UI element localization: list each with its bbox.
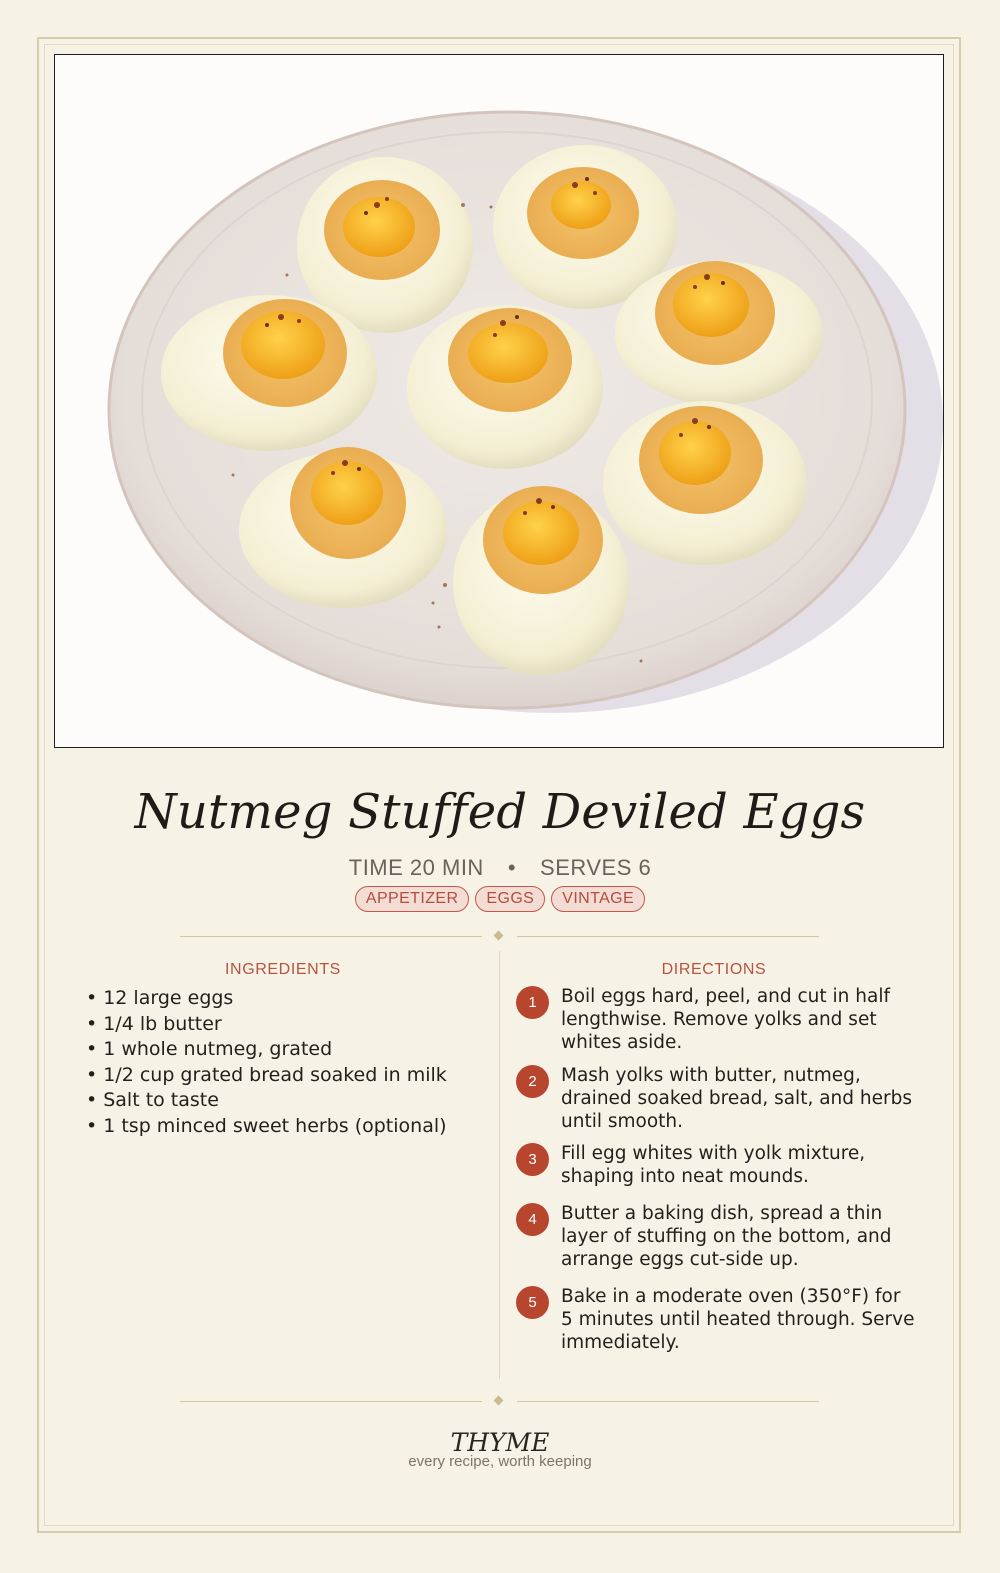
recipe-title: Nutmeg Stuffed Deviled Eggs: [134, 784, 866, 840]
tag-vintage[interactable]: VINTAGE: [551, 886, 645, 912]
step-text: Fill egg whites with yolk mixture, shaping into neat mounds.: [561, 1143, 866, 1187]
brand-tagline: every recipe, worth keeping: [408, 1453, 592, 1470]
ingredients-heading: INGREDIENTS: [225, 961, 341, 978]
step-text: Boil eggs hard, peel, and cut in half lengthwise. Remove yolks and set whites aside.: [561, 986, 890, 1053]
ingredient-item: • Salt to taste: [86, 1088, 486, 1114]
egg-3: [161, 295, 377, 451]
divider-right-bottom: [517, 1401, 819, 1402]
egg-7: [603, 401, 807, 565]
directions-heading: DIRECTIONS: [661, 961, 767, 978]
egg-5: [615, 261, 823, 405]
deviled-eggs-illustration: [55, 55, 943, 747]
recipe-meta: [0, 855, 1000, 881]
step-number-badge: 5: [516, 1286, 549, 1319]
ingredient-item: • 1 tsp minced sweet herbs (optional): [86, 1114, 486, 1140]
ingredient-item: • 1 whole nutmeg, grated: [86, 1037, 486, 1063]
brand-logo: THYME: [450, 1428, 550, 1457]
divider-left-top: [180, 936, 482, 937]
ingredient-item: • 1/4 lb butter: [86, 1012, 486, 1038]
egg-4: [407, 305, 603, 469]
ingredient-item: • 1/2 cup grated bread soaked in milk: [86, 1063, 486, 1089]
meta-separator: •: [507, 855, 517, 880]
tag-eggs[interactable]: EGGS: [475, 886, 545, 912]
ingredients-list: [86, 986, 486, 1139]
step-text: Mash yolks with butter, nutmeg, drained soaked bread, salt, and herbs until smooth.: [561, 1065, 912, 1132]
step-number-badge: 2: [516, 1065, 549, 1098]
step-number-badge: 3: [516, 1143, 549, 1176]
step-text: Butter a baking dish, spread a thin layer of stuffing on the bottom, and arrange eggs cut-side up.: [561, 1203, 892, 1270]
ingredient-item: • 12 large eggs: [86, 986, 486, 1012]
servings: SERVES 6: [540, 855, 652, 880]
step-number-badge: 4: [516, 1203, 549, 1236]
step-text: Bake in a moderate oven (350°F) for 5 minutes until heated through. Serve immediately.: [561, 1286, 915, 1353]
tag-list: [0, 886, 1000, 912]
tag-appetizer[interactable]: APPETIZER: [355, 886, 470, 912]
divider-right-top: [517, 936, 819, 937]
divider-left-bottom: [180, 1401, 482, 1402]
recipe-photo: [54, 54, 944, 748]
step-number-badge: 1: [516, 986, 549, 1019]
column-divider: [499, 951, 500, 1379]
cook-time: TIME 20 MIN: [348, 855, 484, 880]
